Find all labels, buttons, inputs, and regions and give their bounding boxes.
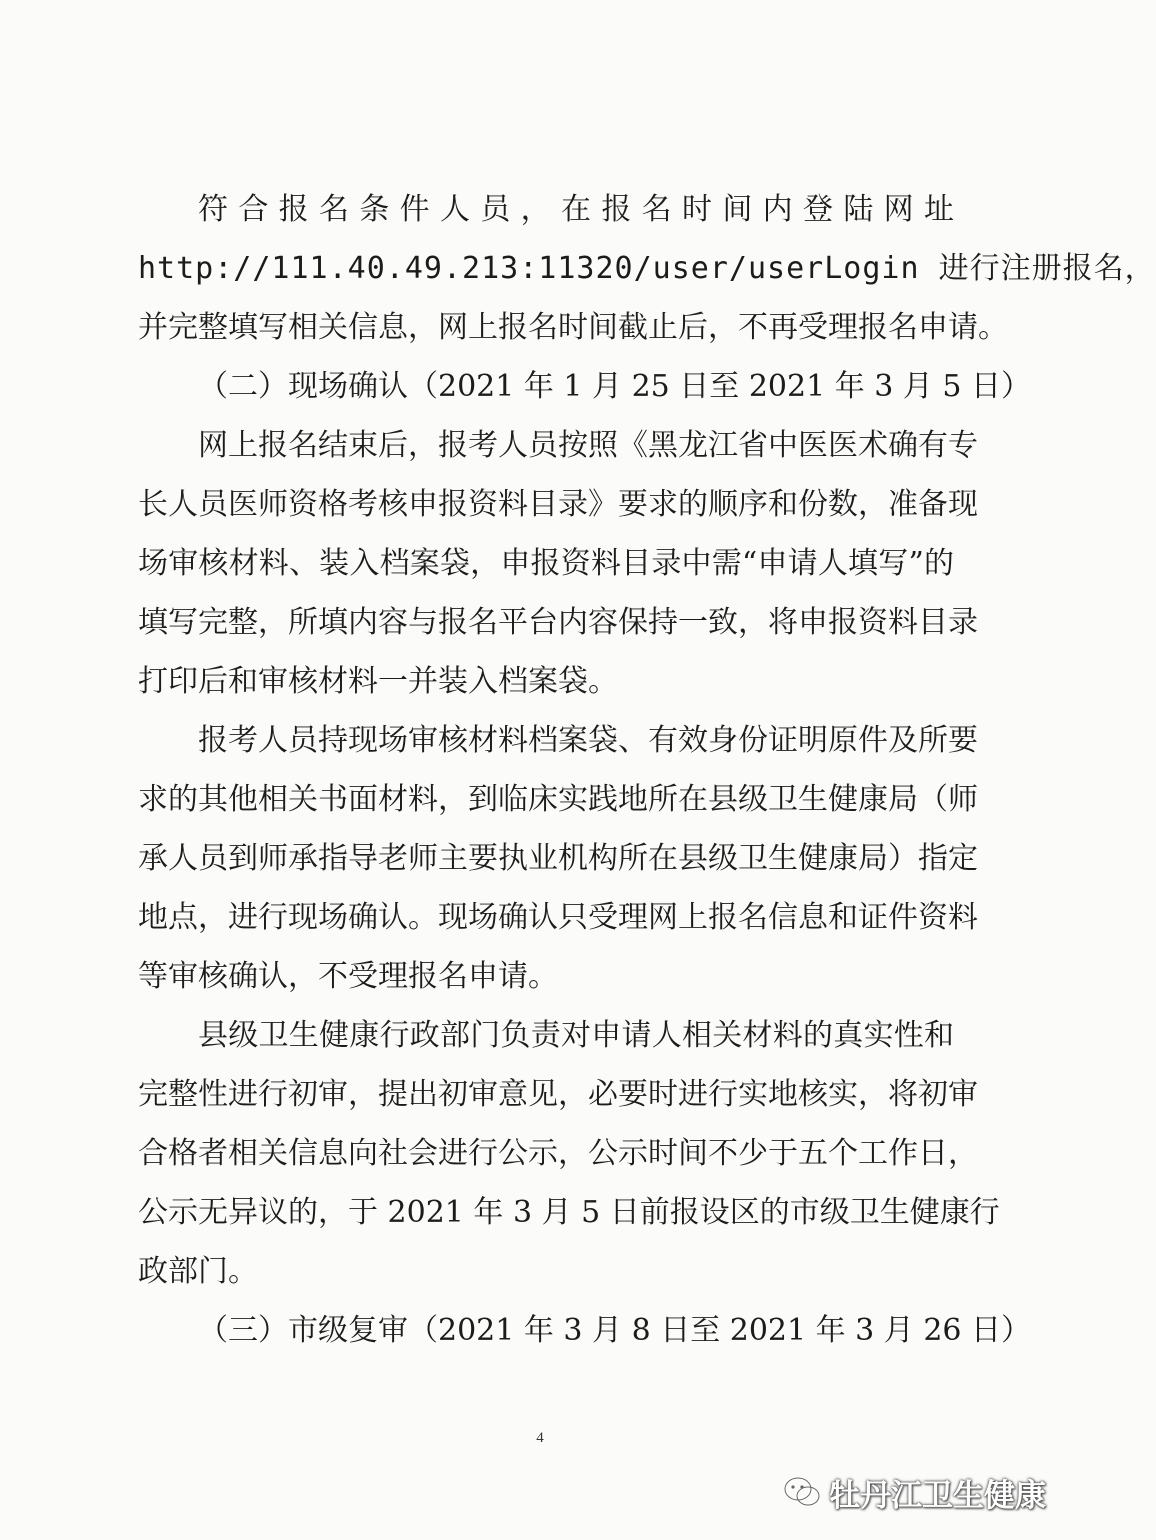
paragraph-line-12: 承人员到师承指导老师主要执业机构所在县级卫生健康局）指定 <box>138 841 978 876</box>
paragraph-line-7: 场审核材料、装入档案袋，申报资料目录中需“申请人填写”的 <box>138 546 954 581</box>
paragraph-line-6: 长人员医师资格考核申报资料目录》要求的顺序和份数，准备现 <box>138 487 978 522</box>
account-watermark <box>783 1470 1046 1514</box>
paragraph-line-13: 地点，进行现场确认。现场确认只受理网上报名信息和证件资料 <box>138 900 978 935</box>
section-heading-3: （三）市级复审（2021 年 3 月 8 日至 2021 年 3 月 26 日） <box>198 1313 1032 1348</box>
paragraph-line-15: 县级卫生健康行政部门负责对申请人相关材料的真实性和 <box>198 1018 954 1053</box>
watermark-text: 牡丹江卫生健康 <box>829 1477 1046 1514</box>
section-heading-2: （二）现场确认（2021 年 1 月 25 日至 2021 年 3 月 5 日） <box>198 369 1032 404</box>
paragraph-line-2: http://111.40.49.213:11320/user/userLogin 进行注册报名， <box>138 251 1156 286</box>
paragraph-line-11: 求的其他相关书面材料，到临床实践地所在县级卫生健康局（师 <box>138 782 978 817</box>
paragraph-line-3: 并完整填写相关信息，网上报名时间截止后，不再受理报名申请。 <box>138 310 1008 345</box>
paragraph-line-16: 完整性进行初审，提出初审意见，必要时进行实地核实，将初审 <box>138 1077 978 1112</box>
paragraph-line-9: 打印后和审核材料一并装入档案袋。 <box>138 664 618 699</box>
wechat-icon <box>783 1475 821 1509</box>
paragraph-line-19: 政部门。 <box>138 1254 258 1289</box>
paragraph-line-8: 填写完整，所填内容与报名平台内容保持一致，将申报资料目录 <box>138 605 978 640</box>
paragraph-line-14: 等审核确认，不受理报名申请。 <box>138 959 558 994</box>
page-number: 4 <box>536 1430 544 1446</box>
paragraph-line-1: 符合报名条件人员，在报名时间内登陆网址 <box>198 192 954 227</box>
paragraph-line-17: 合格者相关信息向社会进行公示，公示时间不少于五个工作日， <box>138 1136 978 1171</box>
paragraph-line-18: 公示无异议的，于 2021 年 3 月 5 日前报设区的市级卫生健康行 <box>138 1195 1000 1230</box>
paragraph-line-10: 报考人员持现场审核材料档案袋、有效身份证明原件及所要 <box>198 723 978 758</box>
paragraph-line-5: 网上报名结束后，报考人员按照《黑龙江省中医医术确有专 <box>198 428 978 463</box>
